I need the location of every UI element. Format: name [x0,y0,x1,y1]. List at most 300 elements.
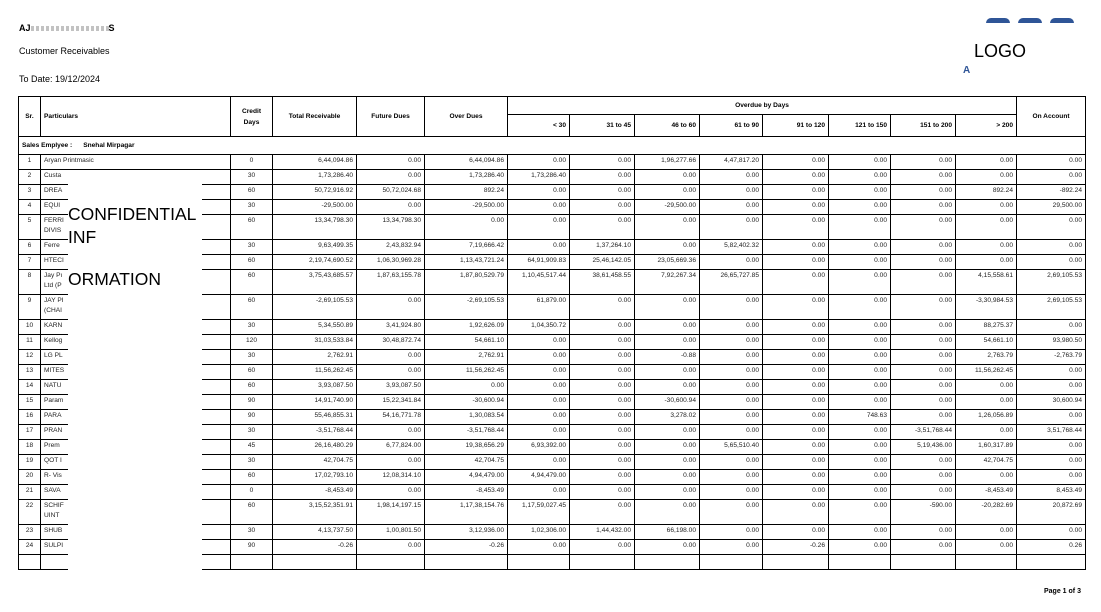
over-dues-cell: 19,38,656.29 [425,440,508,455]
overdue-bucket-cell: 0.00 [508,425,570,440]
credit-days-cell: 30 [231,240,273,255]
overdue-bucket-cell: 64,91,909.83 [508,255,570,270]
sr-cell: 3 [19,185,41,200]
overdue-bucket-cell: 0.00 [829,170,891,185]
overdue-bucket-cell: 54,661.10 [956,335,1017,350]
over-dues-cell: 6,44,094.86 [425,155,508,170]
overdue-bucket-cell: 0.00 [635,440,700,455]
overdue-bucket-cell: 66,198.00 [635,525,700,540]
overdue-bucket-cell: 0.00 [763,410,829,425]
overdue-bucket-cell: 0.00 [829,320,891,335]
header-bucket: 91 to 120 [763,115,829,137]
credit-days-cell: 30 [231,200,273,215]
credit-days-cell: 60 [231,295,273,320]
future-dues-cell: 6,77,824.00 [357,440,425,455]
total-receivable-cell: 3,15,52,351.91 [273,500,357,525]
overlay-line-2: INF [68,227,97,247]
logo-letter: A [963,65,971,76]
overdue-bucket-cell: 0.00 [508,155,570,170]
overdue-bucket-cell: 0.00 [570,200,635,215]
overdue-bucket-cell: -0.26 [763,540,829,555]
future-dues-cell: 1,98,14,197.15 [357,500,425,525]
overdue-bucket-cell: 0.00 [635,500,700,525]
overdue-bucket-cell: 0.00 [829,215,891,240]
on-account-cell: 0.00 [1017,380,1086,395]
on-account-cell: 0.00 [1017,320,1086,335]
overdue-bucket-cell: 0.00 [891,540,956,555]
overdue-bucket-cell: 0.00 [829,155,891,170]
on-account-cell: 0.00 [1017,455,1086,470]
overdue-bucket-cell: 0.00 [763,455,829,470]
empty-cell [508,555,570,570]
overdue-bucket-cell: 42,704.75 [956,455,1017,470]
overdue-bucket-cell: 4,94,479.00 [508,470,570,485]
overdue-bucket-cell: 0.00 [700,425,763,440]
company-name-visible: AJ [19,23,31,33]
sr-cell: 18 [19,440,41,455]
overdue-bucket-cell: 0.00 [570,365,635,380]
total-receivable-cell: 17,02,793.10 [273,470,357,485]
overdue-bucket-cell: 0.00 [891,350,956,365]
overdue-bucket-cell: 892.24 [956,185,1017,200]
overdue-bucket-cell: 1,17,59,027.45 [508,500,570,525]
overdue-bucket-cell: 0.00 [763,240,829,255]
on-account-cell: 0.00 [1017,440,1086,455]
overdue-bucket-cell: 0.00 [635,335,700,350]
empty-cell [273,555,357,570]
overdue-bucket-cell: 0.00 [829,500,891,525]
on-account-cell: 20,872.69 [1017,500,1086,525]
overdue-bucket-cell: 0.00 [570,320,635,335]
future-dues-cell: 54,16,771.78 [357,410,425,425]
particulars-cell-text: Prem [44,442,60,449]
overdue-bucket-cell: 0.00 [700,380,763,395]
on-account-cell: 3,51,768.44 [1017,425,1086,440]
overdue-bucket-cell: 0.00 [763,395,829,410]
particulars-cell-text: Jay Pı Ltd (P [44,272,63,289]
overdue-bucket-cell: 0.00 [763,470,829,485]
overdue-bucket-cell: 0.00 [956,240,1017,255]
sales-employee-label: Sales Emplyee : [22,141,73,149]
overdue-bucket-cell: 0.00 [508,485,570,500]
sr-cell: 12 [19,350,41,365]
sr-cell: 24 [19,540,41,555]
total-receivable-cell: -3,51,768.44 [273,425,357,440]
on-account-cell: 30,600.94 [1017,395,1086,410]
credit-days-cell: 60 [231,255,273,270]
particulars-cell [41,155,231,170]
overdue-bucket-cell: 0.00 [635,470,700,485]
overdue-bucket-cell: 0.00 [956,155,1017,170]
over-dues-cell: 892.24 [425,185,508,200]
overdue-bucket-cell: 0.00 [829,425,891,440]
on-account-cell: -892.24 [1017,185,1086,200]
total-receivable-cell: 2,762.91 [273,350,357,365]
on-account-cell: 0.00 [1017,155,1086,170]
over-dues-cell: 0.00 [425,215,508,240]
over-dues-cell: -30,600.94 [425,395,508,410]
sales-employee [19,137,1086,155]
over-dues-cell: 1,30,083.54 [425,410,508,425]
overdue-bucket-cell: 0.00 [635,485,700,500]
future-dues-cell: 0.00 [357,485,425,500]
particulars-cell-text: Ferre [44,242,60,249]
credit-days-cell: 60 [231,365,273,380]
overdue-bucket-cell: 0.00 [508,200,570,215]
overdue-bucket-cell: 0.00 [829,200,891,215]
overdue-bucket-cell: 0.00 [635,170,700,185]
overdue-bucket-cell: 0.00 [829,540,891,555]
overdue-bucket-cell: 0.00 [508,185,570,200]
future-dues-cell: 30,48,872.74 [357,335,425,350]
on-account-cell: 0.00 [1017,525,1086,540]
particulars-cell-text: LG PL [44,352,63,359]
overdue-bucket-cell: 5,65,510.40 [700,440,763,455]
overdue-bucket-cell: 0.00 [763,485,829,500]
on-account-cell: 2,69,105.53 [1017,295,1086,320]
overdue-bucket-cell: 0.00 [891,320,956,335]
overdue-bucket-cell: 0.00 [956,540,1017,555]
overdue-bucket-cell: 7,92,267.34 [635,270,700,295]
credit-days-cell: 30 [231,455,273,470]
over-dues-cell: 4,94,479.00 [425,470,508,485]
total-receivable-cell: 55,46,855.31 [273,410,357,425]
overdue-bucket-cell: 0.00 [700,485,763,500]
sr-cell: 5 [19,215,41,240]
credit-days-cell: 120 [231,335,273,350]
overdue-bucket-cell: 0.00 [891,215,956,240]
overdue-bucket-cell: 25,46,142.05 [570,255,635,270]
empty-cell [357,555,425,570]
overdue-bucket-cell: 0.00 [763,215,829,240]
credit-days-cell: 45 [231,440,273,455]
overdue-bucket-cell: 0.00 [570,395,635,410]
total-receivable-cell: 11,56,262.45 [273,365,357,380]
empty-cell [1017,555,1086,570]
on-account-cell: 29,500.00 [1017,200,1086,215]
overdue-bucket-cell: 0.00 [891,170,956,185]
overdue-bucket-cell: 0.00 [891,485,956,500]
confidential-overlay [68,172,202,578]
overdue-bucket-cell: 0.00 [891,365,956,380]
overdue-bucket-cell: 0.00 [635,295,700,320]
future-dues-cell: 0.00 [357,365,425,380]
total-receivable-cell: 31,03,533.84 [273,335,357,350]
empty-cell [635,555,700,570]
total-receivable-cell: 50,72,916.92 [273,185,357,200]
credit-days-cell: 30 [231,320,273,335]
overdue-bucket-cell: -590.00 [891,500,956,525]
on-account-cell: 0.00 [1017,170,1086,185]
overdue-bucket-cell: 4,15,558.61 [956,270,1017,295]
sr-cell: 14 [19,380,41,395]
overdue-bucket-cell: 0.00 [700,335,763,350]
credit-days-cell: 0 [231,155,273,170]
overdue-bucket-cell: 0.00 [763,365,829,380]
overdue-bucket-cell: 1,04,350.72 [508,320,570,335]
report-title: Customer Receivables [19,46,110,56]
overdue-bucket-cell: 0.00 [763,425,829,440]
overdue-bucket-cell: 4,47,817.20 [700,155,763,170]
over-dues-cell: 7,19,666.42 [425,240,508,255]
header-on-account: On Account [1017,97,1086,137]
overdue-bucket-cell: 0.00 [508,215,570,240]
empty-cell [763,555,829,570]
total-receivable-cell: 6,44,094.86 [273,155,357,170]
overdue-bucket-cell: 0.00 [891,525,956,540]
sales-employee-row [19,137,1086,155]
future-dues-cell: 2,43,832.94 [357,240,425,255]
overdue-bucket-cell: 0.00 [700,395,763,410]
sr-cell: 23 [19,525,41,540]
overdue-bucket-cell: 0.00 [763,525,829,540]
credit-days-cell: 30 [231,525,273,540]
overdue-bucket-cell: 0.00 [891,255,956,270]
credit-days-cell: 30 [231,350,273,365]
particulars-cell-text: SAVA [44,487,61,494]
overdue-bucket-cell: 748.63 [829,410,891,425]
overdue-bucket-cell: 0.00 [700,350,763,365]
overdue-bucket-cell: 0.00 [829,395,891,410]
overlay-line-3: ORMATION [68,269,162,289]
overdue-bucket-cell: 1,44,432.00 [570,525,635,540]
total-receivable-cell: 9,63,499.35 [273,240,357,255]
header-bucket: > 200 [956,115,1017,137]
overdue-bucket-cell: 0.00 [700,295,763,320]
overdue-bucket-cell: 0.00 [829,270,891,295]
overdue-bucket-cell: 0.00 [763,295,829,320]
overdue-bucket-cell: 0.00 [635,320,700,335]
page-number: Page 1 of 3 [1044,588,1081,595]
overdue-bucket-cell: 0.00 [891,455,956,470]
on-account-cell: 0.00 [1017,470,1086,485]
logo-arcs-icon [982,18,1082,24]
overdue-bucket-cell: 0.00 [891,270,956,295]
empty-cell [891,555,956,570]
overdue-bucket-cell: 0.00 [700,170,763,185]
overdue-bucket-cell: 0.00 [829,240,891,255]
overdue-bucket-cell: 0.00 [829,350,891,365]
particulars-cell-text: Aryan Printmasic [44,157,94,164]
future-dues-cell: 1,87,63,155.78 [357,270,425,295]
sr-cell: 8 [19,270,41,295]
overdue-bucket-cell: 0.00 [700,185,763,200]
total-receivable-cell: 3,75,43,685.57 [273,270,357,295]
overdue-bucket-cell: 0.00 [891,200,956,215]
overdue-bucket-cell: 0.00 [956,525,1017,540]
empty-cell [829,555,891,570]
overdue-bucket-cell: 0.00 [700,215,763,240]
overdue-bucket-cell: 1,26,056.89 [956,410,1017,425]
overdue-bucket-cell: 0.00 [956,380,1017,395]
overdue-bucket-cell: 0.00 [508,335,570,350]
overdue-bucket-cell: 0.00 [956,200,1017,215]
particulars-cell-text: QOT I [44,457,62,464]
overdue-bucket-cell: -3,51,768.44 [891,425,956,440]
overdue-bucket-cell: 0.00 [763,255,829,270]
overdue-bucket-cell: 0.00 [956,170,1017,185]
company-logo [962,18,1082,80]
overdue-bucket-cell: 0.00 [508,410,570,425]
header-total-receivable: Total Receivable [273,97,357,137]
overdue-bucket-cell: 0.00 [700,320,763,335]
total-receivable-cell: 26,16,480.29 [273,440,357,455]
on-account-cell: 2,69,105.53 [1017,270,1086,295]
overdue-bucket-cell: 1,60,317.89 [956,440,1017,455]
future-dues-cell: 0.00 [357,540,425,555]
credit-days-cell: 60 [231,185,273,200]
overdue-bucket-cell: 0.00 [635,240,700,255]
report-date: To Date: 19/12/2024 [19,74,101,84]
on-account-cell: 0.00 [1017,215,1086,240]
header-bucket: 46 to 60 [635,115,700,137]
particulars-cell-text: MITES [44,367,65,374]
overdue-bucket-cell: 61,879.00 [508,295,570,320]
future-dues-cell: 50,72,024.68 [357,185,425,200]
overdue-bucket-cell: 0.00 [829,470,891,485]
overdue-bucket-cell: 0.00 [829,365,891,380]
on-account-cell: 0.26 [1017,540,1086,555]
overdue-bucket-cell: 0.00 [700,200,763,215]
total-receivable-cell: -2,69,105.53 [273,295,357,320]
company-name [19,23,115,33]
header-particulars: Particulars [41,97,231,137]
overdue-bucket-cell: 0.00 [829,335,891,350]
sales-employee-name: Snehal Mirpagar [83,141,135,149]
particulars-cell-text: EQUI [44,202,61,209]
overdue-bucket-cell: 0.00 [570,455,635,470]
header-bucket: 31 to 45 [570,115,635,137]
overdue-bucket-cell: 0.00 [570,500,635,525]
overdue-bucket-cell: 0.00 [570,425,635,440]
overlay-line-1: CONFIDENTIAL [68,204,197,224]
over-dues-cell: -0.26 [425,540,508,555]
overdue-bucket-cell: 0.00 [763,335,829,350]
overdue-bucket-cell: 1,37,264.10 [570,240,635,255]
on-account-cell: 0.00 [1017,255,1086,270]
overdue-bucket-cell: 0.00 [956,215,1017,240]
overdue-bucket-cell: 0.00 [829,255,891,270]
overdue-bucket-cell: 0.00 [570,185,635,200]
overdue-bucket-cell: 0.00 [508,240,570,255]
overdue-bucket-cell: 0.00 [891,240,956,255]
sr-cell: 2 [19,170,41,185]
future-dues-cell: 0.00 [357,455,425,470]
total-receivable-cell: 13,34,798.30 [273,215,357,240]
sr-cell: 6 [19,240,41,255]
overdue-bucket-cell: 1,96,277.66 [635,155,700,170]
future-dues-cell: 15,22,341.84 [357,395,425,410]
overdue-bucket-cell: 0.00 [763,380,829,395]
over-dues-cell: 1,13,43,721.24 [425,255,508,270]
overdue-bucket-cell: 0.00 [700,455,763,470]
future-dues-cell: 0.00 [357,295,425,320]
total-receivable-cell: -8,453.49 [273,485,357,500]
on-account-cell: 93,980.50 [1017,335,1086,350]
overdue-bucket-cell: 5,19,436.00 [891,440,956,455]
overdue-bucket-cell: 0.00 [829,455,891,470]
overdue-bucket-cell: 88,275.37 [956,320,1017,335]
overdue-bucket-cell: 0.00 [891,335,956,350]
over-dues-cell: -29,500.00 [425,200,508,215]
particulars-cell-text: KARN [44,322,63,329]
total-receivable-cell: 14,91,740.90 [273,395,357,410]
credit-days-cell: 60 [231,380,273,395]
on-account-cell: 0.00 [1017,410,1086,425]
empty-cell [570,555,635,570]
credit-days-cell: 90 [231,540,273,555]
future-dues-cell: 1,06,30,969.28 [357,255,425,270]
total-receivable-cell: 4,13,737.50 [273,525,357,540]
credit-days-cell: 60 [231,470,273,485]
sr-cell: 21 [19,485,41,500]
overdue-bucket-cell: 0.00 [508,395,570,410]
overdue-bucket-cell: 0.00 [700,470,763,485]
overdue-bucket-cell: 0.00 [700,365,763,380]
over-dues-cell: -3,51,768.44 [425,425,508,440]
over-dues-cell: 1,17,38,154.76 [425,500,508,525]
overdue-bucket-cell: 38,61,458.55 [570,270,635,295]
particulars-cell-text: FERRI DIVIS [44,217,64,234]
overdue-bucket-cell: 0.00 [700,540,763,555]
total-receivable-cell: 1,73,286.40 [273,170,357,185]
future-dues-cell: 1,00,801.50 [357,525,425,540]
particulars-cell-text: Kellog [44,337,63,344]
over-dues-cell: 0.00 [425,380,508,395]
sr-cell: 1 [19,155,41,170]
header-over-dues: Over Dues [425,97,508,137]
credit-days-cell: 90 [231,410,273,425]
future-dues-cell: 0.00 [357,170,425,185]
company-name-tail: S [108,23,115,33]
overdue-bucket-cell: 0.00 [763,500,829,525]
total-receivable-cell: -29,500.00 [273,200,357,215]
overdue-bucket-cell: 0.00 [956,470,1017,485]
header-bucket: 151 to 200 [891,115,956,137]
overdue-bucket-cell: -3,30,984.53 [956,295,1017,320]
overdue-bucket-cell: -0.88 [635,350,700,365]
on-account-cell: 0.00 [1017,240,1086,255]
overdue-bucket-cell: 0.00 [763,170,829,185]
over-dues-cell: 11,56,262.45 [425,365,508,380]
total-receivable-cell: 5,34,550.89 [273,320,357,335]
particulars-cell-text: Custa [44,172,62,179]
overdue-bucket-cell: 0.00 [763,155,829,170]
future-dues-cell: 0.00 [357,155,425,170]
sr-cell: 11 [19,335,41,350]
on-account-cell: 0.00 [1017,365,1086,380]
future-dues-cell: 3,41,924.80 [357,320,425,335]
overdue-bucket-cell: 0.00 [956,425,1017,440]
overdue-bucket-cell: 0.00 [635,455,700,470]
future-dues-cell: 3,93,087.50 [357,380,425,395]
overdue-bucket-cell: 0.00 [570,215,635,240]
credit-days-cell: 60 [231,500,273,525]
particulars-cell-text: Param [44,397,64,404]
header-credit-days: Credit Days [231,97,273,137]
sr-cell: 17 [19,425,41,440]
overdue-bucket-cell: 1,10,45,517.44 [508,270,570,295]
particulars-cell-text: R- Vis [44,472,62,479]
particulars-cell-text: SHUB [44,527,63,534]
particulars-cell-text: SULPI [44,542,64,549]
credit-days-cell: 60 [231,270,273,295]
over-dues-cell: -8,453.49 [425,485,508,500]
overdue-bucket-cell: 2,763.79 [956,350,1017,365]
overdue-bucket-cell: 0.00 [891,380,956,395]
overdue-bucket-cell: -29,500.00 [635,200,700,215]
sr-cell: 22 [19,500,41,525]
